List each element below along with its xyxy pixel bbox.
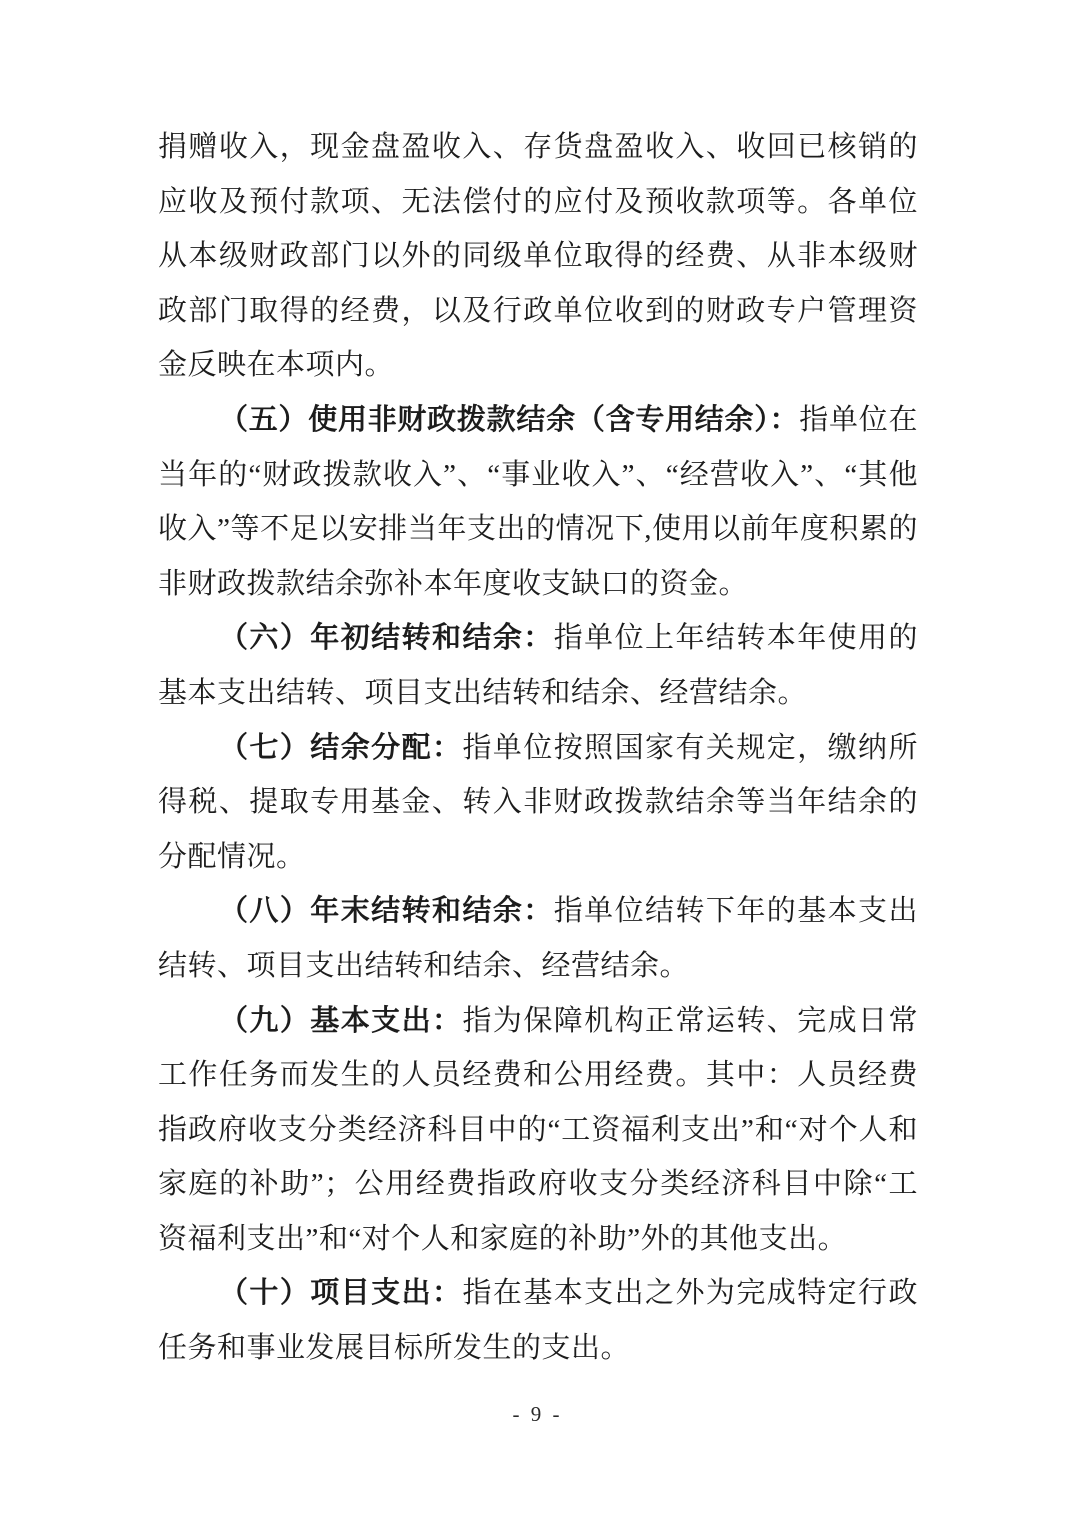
paragraph (158, 721, 918, 885)
paragraph-text: 指单位结转下年的基本支出结转、项目支出结转和结余、经营结余。 (158, 895, 918, 982)
paragraph-text: 指在基本支出之外为完成特定行政任务和事业发展目标所发生的支出。 (158, 1277, 918, 1365)
paragraph-lead: （七）结余分配： (219, 731, 463, 764)
paragraph (158, 1266, 918, 1375)
paragraph (158, 884, 918, 993)
paragraph (158, 611, 918, 720)
paragraph-lead: （九）基本支出： (219, 1004, 463, 1037)
paragraph-lead: （五）使用非财政拨款结余（含专用结余）： (219, 403, 800, 436)
paragraph-lead: （十）项目支出： (219, 1277, 463, 1310)
paragraph-text: 指单位在当年的“财政拨款收入”、“事业收入”、“经营收入”、“其他收入”等不足以安排当年支出的情况下,使用以前年度积累的非财政拨款结余弥补本年度收支缺口的资金。 (158, 403, 918, 600)
paragraph (158, 994, 918, 1267)
document-body (158, 120, 918, 1376)
paragraph-text: 指单位按照国家有关规定，缴纳所得税、提取专用基金、转入非财政拨款结余等当年结余的分配情况。 (158, 731, 918, 873)
paragraph (158, 120, 918, 393)
paragraph-text: 捐赠收入，现金盘盈收入、存货盘盈收入、收回已核销的应收及预付款项、无法偿付的应付及预收款项等。各单位从本级财政部门以外的同级单位取得的经费、从非本级财政部门取得的经费，以及行政单位收到的财政专户管理资金反映在本项内。 (158, 131, 918, 382)
paragraph-lead: （八）年末结转和结余： (219, 895, 554, 928)
page-number: - 9 - (512, 1402, 563, 1426)
paragraph (158, 393, 918, 611)
paragraph-lead: （六）年初结转和结余： (219, 622, 554, 655)
paragraph-text: 指单位上年结转本年使用的基本支出结转、项目支出结转和结余、经营结余。 (158, 622, 918, 709)
paragraph-text: 指为保障机构正常运转、完成日常工作任务而发生的人员经费和公用经费。其中：人员经费指政府收支分类经济科目中的“工资福利支出”和“对个人和家庭的补助”；公用经费指政府收支分类经济科目中除“工资福利支出”和“对个人和家庭的补助”外的其他支出。 (158, 1004, 918, 1255)
